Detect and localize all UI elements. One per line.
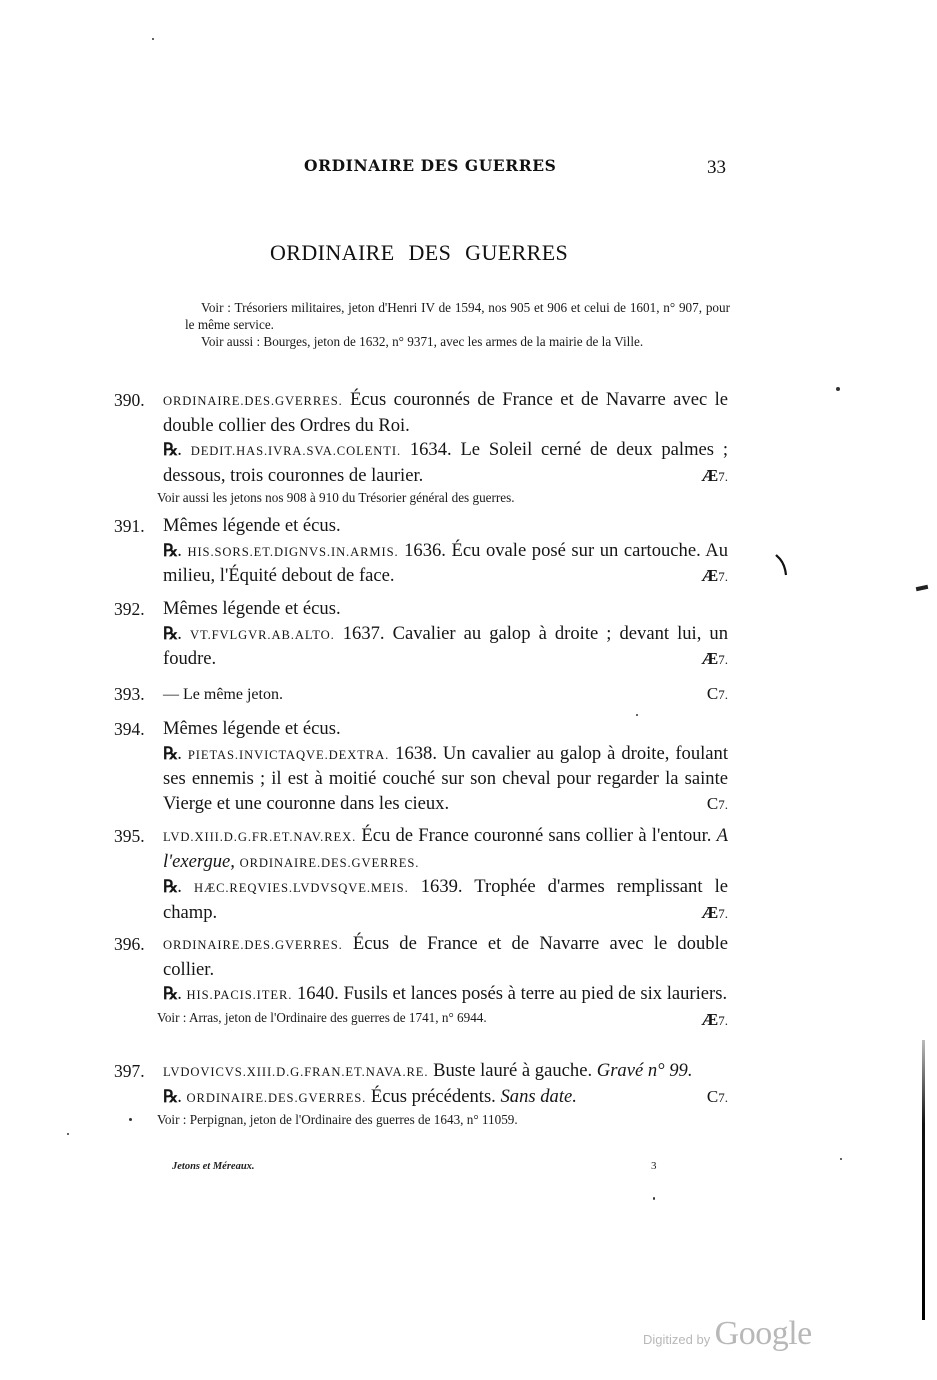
- metal-module: [707, 682, 728, 708]
- entry-number: 391.: [114, 516, 145, 536]
- module-size: 7.: [718, 468, 728, 484]
- reverse-legend: HÆC.REQVIES.LVDVSQVE.MEIS.: [193, 881, 409, 895]
- reverse-text: 1636. Écu ovale posé sur un cartouche. Au milieu, l'Équité debout de face.: [163, 539, 728, 586]
- metal-symbol: C: [706, 684, 719, 703]
- obverse-text: Écu de France couronné sans collier à l'entour.: [361, 825, 712, 846]
- scan-speck: [840, 1158, 842, 1160]
- reverse-symbol-icon: ℞: [163, 743, 178, 764]
- reverse-legend: HIS.PACIS.ITER.: [186, 988, 293, 1002]
- metal-symbol: Æ: [701, 902, 719, 922]
- entry-number: 394.: [114, 719, 145, 739]
- metal-module: [701, 901, 728, 927]
- metal-module: [707, 792, 728, 818]
- obverse-text: Écus couronnés de France et de Navarre avec le double collier des Ordres du Roi.: [163, 389, 728, 436]
- reverse-text: 1637. Cavalier au galop à droite ; devant lui, un foudre.: [163, 622, 729, 669]
- reverse: ℞. HÆC.REQVIES.LVDVSQVE.MEIS. 1639. Trophée d'armes remplissant le champ. Æ7.: [163, 875, 728, 925]
- reverse-text: 1640. Fusils et lances posés à terre au pied de six lauriers.: [296, 983, 728, 1004]
- digitized-watermark: [643, 1315, 812, 1353]
- entry-note: Voir : Perpignan, jeton de l'Ordinaire des guerres de 1643, n° 11059.: [157, 1112, 518, 1127]
- catalog-entry: [114, 597, 728, 673]
- page-number: 33: [707, 157, 726, 178]
- scan-speck: [129, 1118, 132, 1121]
- reverse-legend: VT.FVLGVR.AB.ALTO.: [189, 627, 335, 642]
- obverse-reference: Gravé n° 99.: [596, 1060, 693, 1081]
- metal-module: [701, 647, 728, 673]
- intro-notes: [185, 299, 730, 350]
- running-head: ORDINAIRE DES GUERRES: [304, 156, 557, 175]
- metal-symbol: Æ: [701, 566, 719, 585]
- scan-speck: [836, 387, 840, 391]
- obverse-text: Buste lauré à gauche.: [433, 1060, 593, 1081]
- obverse-text: Mêmes légende et écus.: [163, 598, 341, 619]
- reverse: ℞. VT.FVLGVR.AB.ALTO. 1637. Cavalier au galop à droite ; devant lui, un foudre. Æ7.: [163, 622, 728, 672]
- reverse-text: Écus précédents.: [370, 1085, 496, 1107]
- reverse-symbol-icon: ℞: [163, 877, 178, 897]
- exergue-legend: ORDINAIRE.DES.GVERRES.: [239, 855, 420, 870]
- module-size: 7.: [718, 905, 728, 921]
- metal-module: [701, 1008, 728, 1034]
- module-size: 7.: [718, 1012, 728, 1028]
- catalog-entry: [114, 1059, 728, 1129]
- module-size: 7.: [718, 652, 728, 667]
- metal-module: [701, 564, 728, 590]
- obverse-text: Mêmes légende et écus.: [163, 515, 341, 536]
- catalog-entry: [114, 932, 728, 1033]
- metal-symbol: C: [706, 1086, 719, 1106]
- scan-speck: [152, 38, 154, 40]
- entry-number: 396.: [114, 934, 145, 954]
- obverse-text: Mêmes légende et écus.: [163, 718, 341, 739]
- obverse-legend: ORDINAIRE.DES.GVERRES.: [163, 938, 343, 952]
- reverse-text: 1639. Trophée d'armes remplissant le champ.: [163, 876, 728, 923]
- catalog-entry: [114, 682, 728, 708]
- entry-number: 390.: [114, 390, 145, 410]
- reverse-text: 1634. Le Soleil cerné de deux palmes ; dessous, trois couronnes de laurier.: [163, 439, 729, 486]
- obverse-text: Écus de France et de Navarre avec le double collier.: [163, 933, 728, 980]
- entry-number: 392.: [114, 599, 145, 619]
- module-size: 7.: [718, 796, 728, 812]
- scan-speck: [67, 1133, 69, 1135]
- entry-number: 397.: [114, 1061, 145, 1081]
- intro-note: Voir aussi : Bourges, jeton de 1632, n° 9371, avec les armes de la mairie de la Ville.: [201, 334, 644, 349]
- reverse-symbol-icon: ℞: [163, 540, 178, 561]
- reverse-legend: PIETAS.INVICTAQVE.DEXTRA.: [187, 747, 390, 762]
- watermark-prefix: Digitized by: [643, 1332, 711, 1347]
- entry-note: Voir aussi les jetons nos 908 à 910 du Trésorier général des guerres.: [157, 490, 515, 505]
- intro-note: Voir : Trésoriers militaires, jeton d'Henri IV de 1594, nos 905 et 906 et celui de 1601, n° 907, pour le même service.: [185, 300, 730, 332]
- reverse: ℞. HIS.SORS.ET.DIGNVS.IN.ARMIS. 1636. Écu ovale posé sur un cartouche. Au milieu, l'Équité debout de face. Æ7.: [163, 539, 728, 589]
- catalog-entry: [114, 717, 728, 817]
- metal-module: [707, 1085, 728, 1111]
- obverse-text: — Le même jeton.: [163, 686, 283, 703]
- reverse: ℞. ORDINAIRE.DES.GVERRES. Écus précédents. Sans date. C7.: [163, 1085, 728, 1111]
- module-size: 7.: [718, 569, 728, 584]
- scan-dash-icon: [916, 585, 929, 591]
- reverse: ℞. PIETAS.INVICTAQVE.DEXTRA. 1638. Un cavalier au galop à droite, foulant ses ennemis ; il est à moitié couché sur son cheval pour regarder la sainte Vierge et une couronne dans les cieux. C7.: [163, 742, 728, 817]
- section-title: ORDINAIRE DES GUERRES: [270, 240, 569, 265]
- catalog-entry: [114, 824, 728, 926]
- obverse-legend: LVD.XIII.D.G.FR.ET.NAV.REX.: [163, 830, 357, 844]
- entry-number: 393.: [114, 684, 145, 704]
- page-edge-shadow: [922, 1040, 925, 1320]
- obverse: [163, 1060, 693, 1081]
- exergue-label: A l'exergue,: [163, 825, 728, 872]
- signature-mark: Jetons et Méreaux.: [172, 1161, 255, 1172]
- reverse-symbol-icon: ℞: [163, 440, 178, 460]
- module-size: 7.: [718, 1089, 728, 1105]
- scan-mark-icon: [774, 553, 788, 577]
- obverse-legend: LVDOVICVS.XIII.D.G.FRAN.ET.NAVA.RE.: [163, 1065, 429, 1079]
- obverse-legend: ORDINAIRE.DES.GVERRES.: [163, 394, 343, 408]
- obverse: [163, 933, 728, 980]
- metal-symbol: C: [706, 793, 719, 813]
- reverse-symbol-icon: ℞: [163, 623, 178, 644]
- google-logo: Google: [714, 1315, 812, 1352]
- catalog-entry: [114, 514, 728, 590]
- reverse-legend: ORDINAIRE.DES.GVERRES.: [186, 1090, 367, 1105]
- metal-module: [701, 464, 728, 490]
- reverse-symbol-icon: ℞: [163, 984, 178, 1004]
- metal-symbol: Æ: [701, 1009, 719, 1029]
- reverse: ℞. DEDIT.HAS.IVRA.SVA.COLENTI. 1634. Le Soleil cerné de deux palmes ; dessous, trois couronnes de laurier. Æ7.: [163, 438, 728, 488]
- reverse-legend: DEDIT.HAS.IVRA.SVA.COLENTI.: [190, 444, 401, 458]
- metal-symbol: Æ: [701, 465, 719, 485]
- sheet-number: 3: [651, 1160, 657, 1172]
- entry-number: 395.: [114, 826, 145, 846]
- reverse-legend: HIS.SORS.ET.DIGNVS.IN.ARMIS.: [187, 544, 399, 559]
- reverse-symbol-icon: ℞: [163, 1086, 178, 1107]
- metal-symbol: Æ: [701, 649, 719, 668]
- reverse-date: Sans date.: [500, 1085, 577, 1107]
- obverse: [163, 825, 728, 872]
- scan-speck: [653, 1197, 655, 1200]
- entry-note: Voir : Arras, jeton de l'Ordinaire des guerres de 1741, n° 6944.: [157, 1009, 487, 1025]
- obverse: [163, 389, 728, 436]
- module-size: 7.: [718, 687, 728, 702]
- reverse-text: 1638. Un cavalier au galop à droite, foulant ses ennemis ; il est à moitié couché sur son cheval pour regarder la sainte Vierge et une couronne dans les cieux.: [163, 742, 728, 814]
- reverse: ℞. HIS.PACIS.ITER. 1640. Fusils et lances posés à terre au pied de six lauriers. Æ7.: [163, 982, 728, 1008]
- scan-speck: [636, 714, 638, 716]
- catalog-entry: [114, 388, 728, 507]
